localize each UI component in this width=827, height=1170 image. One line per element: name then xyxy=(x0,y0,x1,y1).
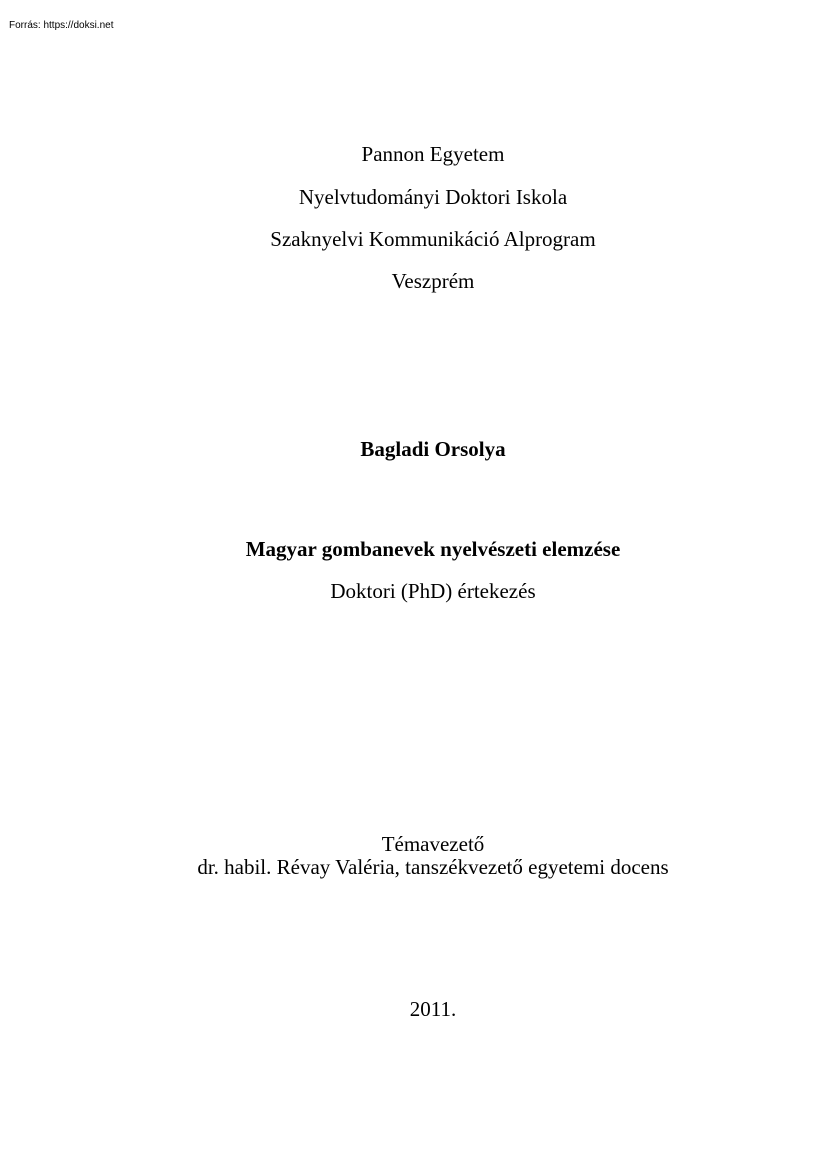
supervisor-name: dr. habil. Révay Valéria, tanszékvezető egyetemi docens xyxy=(197,855,669,879)
city-name: Veszprém xyxy=(391,269,475,293)
doctoral-school-name: Nyelvtudományi Doktori Iskola xyxy=(298,185,568,209)
supervisor-label: Témavezető xyxy=(381,832,485,856)
subprogram-name: Szaknyelvi Kommunikáció Alprogram xyxy=(270,227,596,251)
year: 2011. xyxy=(409,997,457,1021)
thesis-type: Doktori (PhD) értekezés xyxy=(330,579,536,603)
author-name: Bagladi Orsolya xyxy=(360,437,506,461)
university-name: Pannon Egyetem xyxy=(361,142,505,166)
source-note: Forrás: https://doksi.net xyxy=(9,20,114,31)
thesis-title: Magyar gombanevek nyelvészeti elemzése xyxy=(245,537,621,561)
